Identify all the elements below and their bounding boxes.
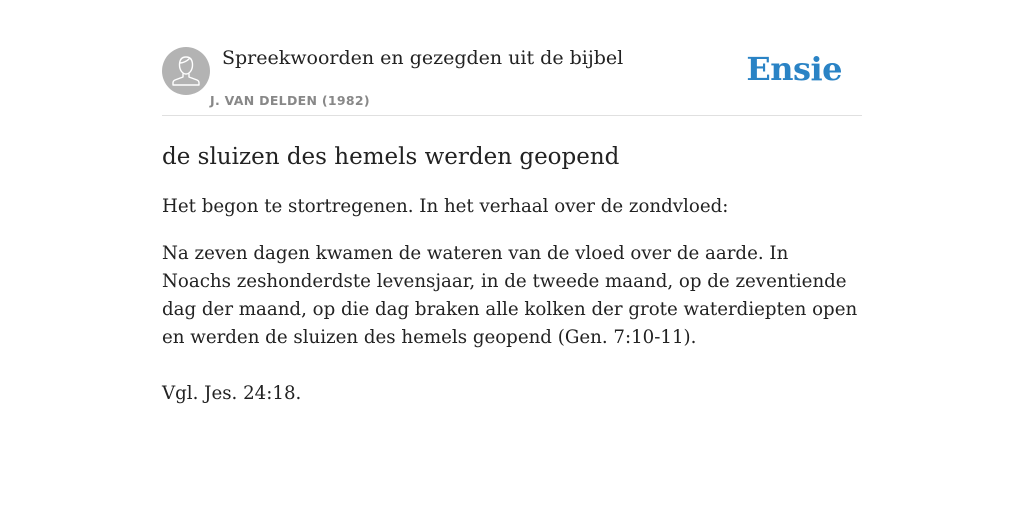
source-header [162,46,862,116]
source-author: J. VAN DELDEN (1982) [210,93,370,108]
user-avatar-icon [162,47,210,95]
source-title[interactable]: Spreekwoorden en gezegden uit de bijbel [222,47,624,69]
page-container [162,46,862,408]
ensie-logo[interactable]: Ensie [746,50,842,88]
entry-paragraph: Vgl. Jes. 24:18. [162,383,302,404]
entry-title: de sluizen des hemels werden geopend [162,144,620,170]
entry-paragraph: Na zeven dagen kwamen de wateren van de vloed over de aarde. In Noachs zeshonderdste levensjaar, in de tweede maand, op de zeventiende dag der maand, op die dag braken alle kolken der grote waterdiepten open en werden de sluizen des hemels geopend (Gen. 7:10-11). [162,243,858,348]
entry-paragraph: Het begon te stortregenen. In het verhaal over de zondvloed: [162,196,729,217]
